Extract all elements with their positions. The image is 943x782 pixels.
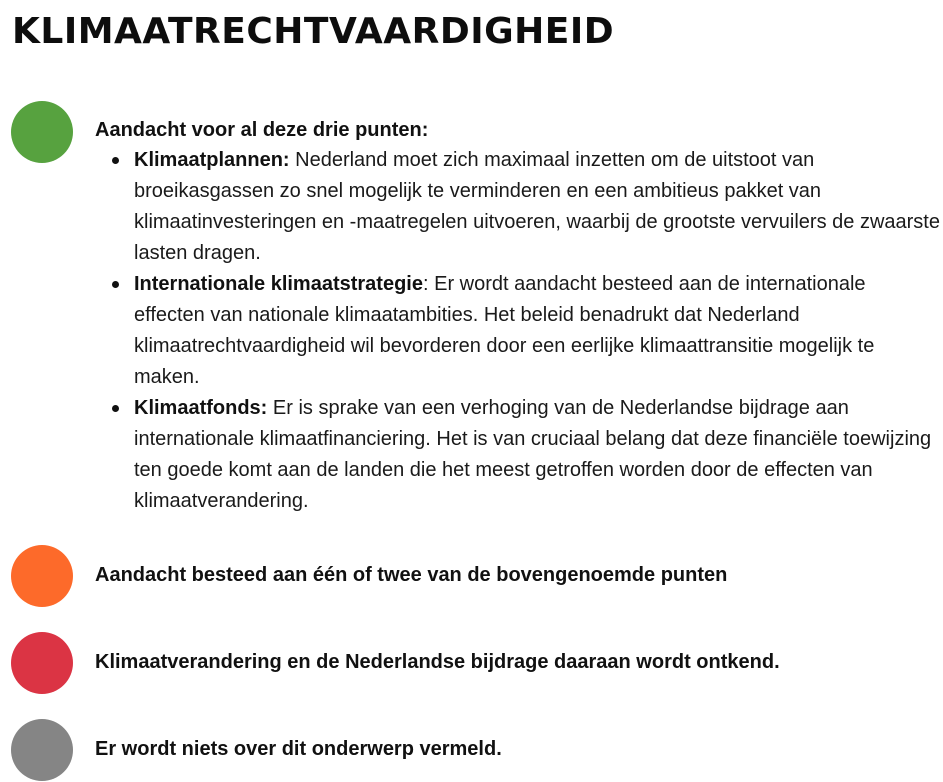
list-item (134, 145, 940, 269)
legend-title-grey: Er wordt niets over dit onderwerp vermeld. (95, 738, 502, 760)
legend-title-green: Aandacht voor al deze drie punten: (95, 119, 429, 141)
grey-circle-icon (11, 719, 73, 781)
criteria-text: Nederland moet zich maximaal inzetten om de uitstoot van broeikasgassen zo snel mogelijk te verminderen en een ambitieus pakket van klimaatinvesteringen en -maatregelen uitvoeren, waarbij de grootste vervuilers de zwaarste lasten dragen. (134, 149, 940, 264)
green-circle-icon (11, 101, 73, 163)
criteria-term: Klimaatplannen: (134, 149, 290, 171)
criteria-term: Klimaatfonds: (134, 397, 268, 419)
legend-title-red: Klimaatverandering en de Nederlandse bijdrage daaraan wordt ontkend. (95, 651, 780, 673)
criteria-list (134, 145, 940, 517)
criteria-text: : Er wordt aandacht besteed aan de internationale effecten van nationale klimaatambities. Het beleid benadrukt dat Nederland klimaatrechtvaardigheid wil bevorderen door een eerlijke klimaattransitie mogelijk te maken. (134, 273, 875, 388)
red-circle-icon (11, 632, 73, 694)
list-item (134, 269, 940, 393)
criteria-text: Er is sprake van een verhoging van de Nederlandse bijdrage aan internationale klimaatfinanciering. Het is van cruciaal belang dat deze financiële toewijzing ten goede komt aan de landen die het meest getroffen worden door de effecten van klimaatverandering. (134, 397, 932, 512)
legend-title-orange: Aandacht besteed aan één of twee van de bovengenoemde punten (95, 564, 728, 586)
orange-circle-icon (11, 545, 73, 607)
page-title: KLIMAATRECHTVAARDIGHEID (12, 11, 615, 52)
criteria-term: Internationale klimaatstrategie (134, 273, 423, 295)
list-item (134, 393, 940, 517)
